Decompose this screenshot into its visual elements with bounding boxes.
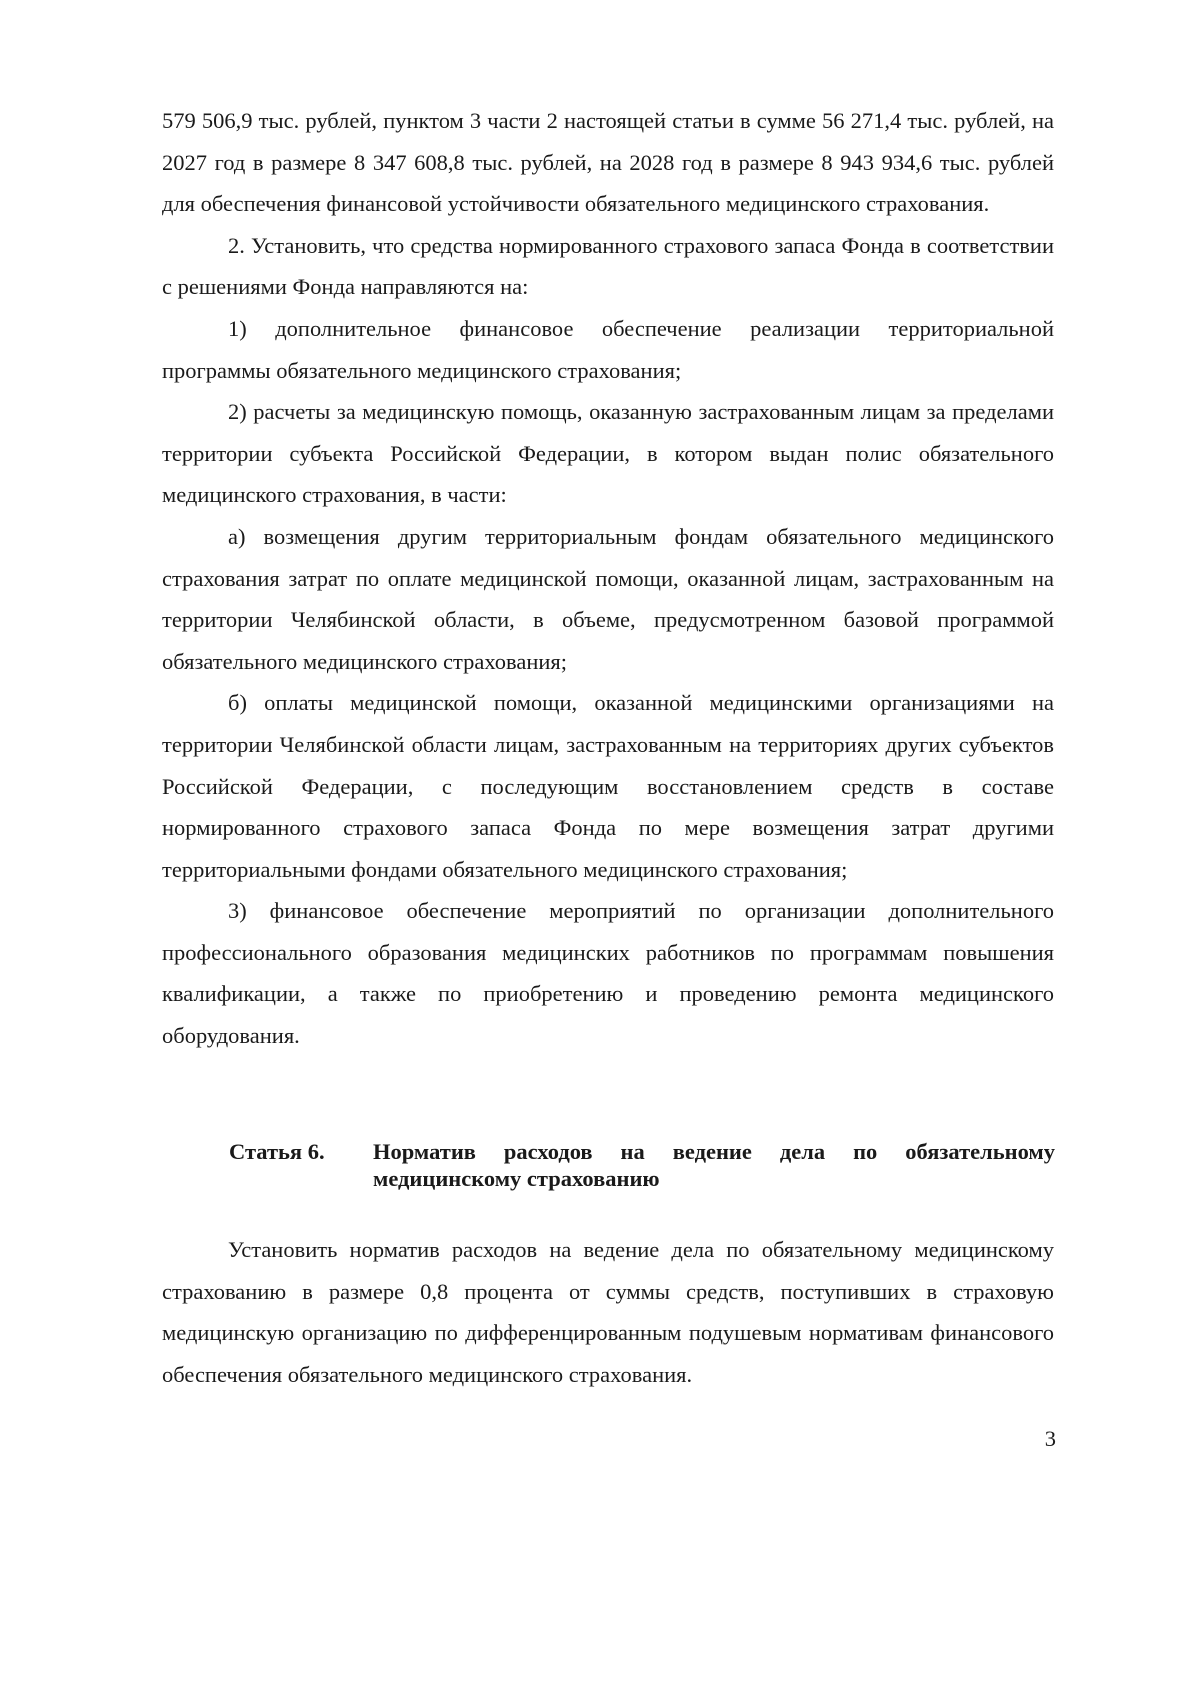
- main-text: [162, 100, 1054, 1057]
- paragraph-subitem-b: б) оплаты медицинской помощи, оказанной медицинскими организациями на территории Челябинской области лицам, застрахованным на территориях других субъектов Российской Федерации, с последующим восстановлением средств в составе нормированного страхового запаса Фонда по мере возмещения затрат другими территориальными фондами обязательного медицинского страхования;: [162, 690, 1054, 882]
- page-number: 3: [1044, 1426, 1056, 1451]
- article-body: [162, 1229, 1054, 1395]
- paragraph-item-2: 2. Установить, что средства нормированного страхового запаса Фонда в соответствии с решениями Фонда направляются на:: [162, 232, 1054, 300]
- article-paragraph: Установить норматив расходов на ведение дела по обязательному медицинскому страхованию в размере 0,8 процента от суммы средств, поступивших в страховую медицинскую организацию по дифференцированным подушевым нормативам финансового обеспечения обязательного медицинского страхования.: [162, 1237, 1054, 1387]
- paragraph-subitem-a: а) возмещения другим территориальным фондам обязательного медицинского страхования затрат по оплате медицинской помощи, оказанной лицам, застрахованным на территории Челябинской области, в объеме, предусмотренном базовой программой обязательного медицинского страхования;: [162, 523, 1054, 674]
- paragraph-subitem-1: 1) дополнительное финансовое обеспечение реализации территориальной программы обязательного медицинского страхования;: [162, 315, 1054, 383]
- paragraph-continuation: 579 506,9 тыс. рублей, пунктом 3 части 2 настоящей статьи в сумме 56 271,4 тыс. рублей, на 2027 год в размере 8 347 608,8 тыс. рублей, на 2028 год в размере 8 943 934,6 тыс. рублей для обеспечения финансовой устойчивости обязательного медицинского страхования.: [162, 108, 1054, 217]
- paragraph-subitem-2: 2) расчеты за медицинскую помощь, оказанную застрахованным лицам за пределами территории субъекта Российской Федерации, в котором выдан полис обязательного медицинского страхования, в части:: [162, 399, 1054, 508]
- article-title: Норматив расходов на ведение дела по обязательному медицинскому страхованию: [373, 1139, 1055, 1191]
- article-number: Статья 6.: [229, 1139, 325, 1164]
- paragraph-subitem-3: 3) финансовое обеспечение мероприятий по организации дополнительного профессионального образования медицинских работников по программам повышения квалификации, а также по приобретению и проведению ремонта медицинского оборудования.: [162, 898, 1054, 1049]
